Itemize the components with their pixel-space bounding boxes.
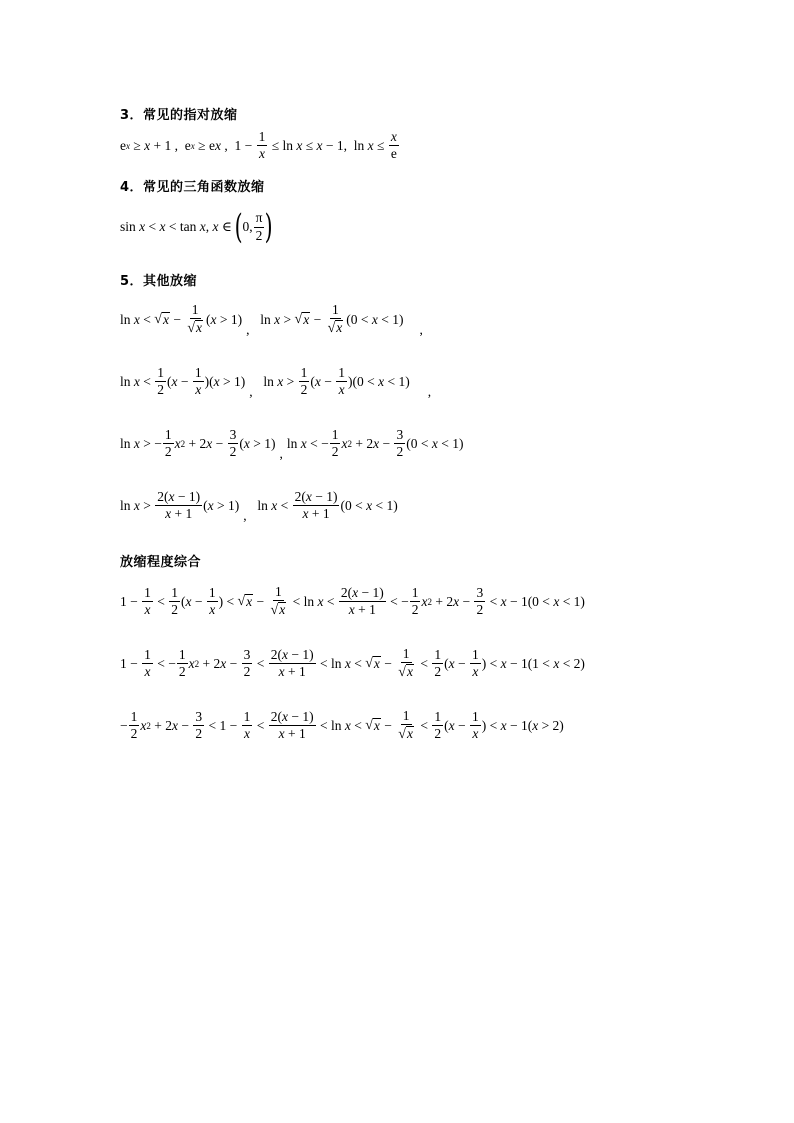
formula-other-2: ln x < 1 2 ( x − 1 x )( x > 1) , ln x > 1 2 ( x − 1 x )(0 < x < 1) , <box>120 365 432 399</box>
formula-other-4: ln x > 2(x − 1) x + 1 ( x > 1) , ln x < 2(x − 1) x + 1 (0 < x < 1) <box>120 489 398 523</box>
formula-other-1: ln x < √ x − 1 √ x ( x > 1) , ln x > √ x − 1 √ x (0 < x < 1) , <box>120 302 423 337</box>
heading-scaling-summary: 放缩程度综合 <box>120 555 202 570</box>
formula-trig: sin x < x < tan x , x ∈ ( 0, π 2 ) <box>120 207 274 247</box>
formula-other-3: ln x > − 1 2 x 2 + 2 x − 3 2 ( x > 1) , ln x < − 1 2 x 2 + 2 x − 3 2 (0 < x < 1) <box>120 427 464 461</box>
heading-exp-log-scaling: 3．常见的指对放缩 <box>120 108 238 123</box>
formula-exp-log: e x ≥ x + 1 , e x ≥ e x , 1 − 1 x ≤ ln x ≤ x − 1, ln x ≤ x e <box>120 129 397 162</box>
heading-other-scaling: 5．其他放缩 <box>120 274 198 289</box>
formula-summary-3: − 1 2 x 2 + 2 x − 3 2 < 1 − 1 x < 2(x − 1) x + 1 < ln x < √ x − 1 √ x < 1 2 ( x − 1 x ) < x − 1( x > 2) <box>120 708 564 743</box>
formula-summary-1: 1 − 1 x < 1 2 ( x − 1 x ) < √ x − 1 √ x < ln x < 2(x − 1) x + 1 < − 1 2 x 2 + 2 x − 3 2 < x − 1(0 < x < 1) <box>120 584 585 619</box>
heading-trig-scaling: 4．常见的三角函数放缩 <box>120 180 265 195</box>
formula-summary-2: 1 − 1 x < − 1 2 x 2 + 2 x − 3 2 < 2(x − 1) x + 1 < ln x < √ x − 1 √ x < 1 2 ( x − 1 x ) < x − 1(1 < x < 2) <box>120 646 585 681</box>
